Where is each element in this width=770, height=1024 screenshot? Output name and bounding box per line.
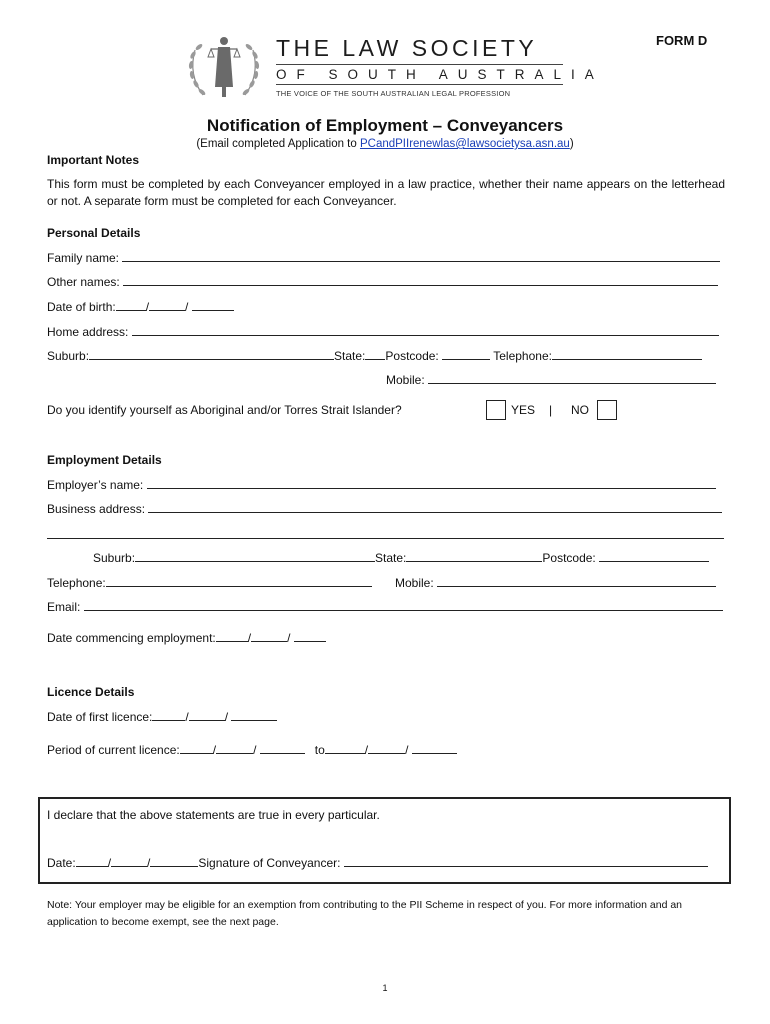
subtitle-prefix: (Email completed Application to <box>196 138 360 150</box>
employment-mobile-label: Mobile: <box>395 576 434 590</box>
employment-postcode-field[interactable] <box>599 550 709 562</box>
to-label: to <box>314 743 325 757</box>
family-name-label: Family name: <box>47 251 120 265</box>
period-to-day-field[interactable] <box>325 742 365 754</box>
business-address-field[interactable] <box>148 501 722 513</box>
date-commencing-label: Date commencing employment: <box>47 631 216 645</box>
signature-field[interactable] <box>344 855 708 867</box>
employment-details-heading: Employment Details <box>47 453 162 467</box>
employment-telephone-row <box>47 575 372 590</box>
employment-postcode-label: Postcode: <box>542 551 596 565</box>
state-field[interactable] <box>365 348 385 360</box>
logo-line1: THE LAW SOCIETY <box>276 35 538 61</box>
suburb-field[interactable] <box>89 348 334 360</box>
personal-details-heading: Personal Details <box>47 226 141 240</box>
commencing-year-field[interactable] <box>294 630 326 642</box>
period-licence-row: Period of current licence: / / to / / <box>47 742 457 757</box>
employer-field[interactable] <box>147 477 716 489</box>
aboriginal-question: Do you identify yourself as Aboriginal and/or Torres Strait Islander? <box>47 403 402 417</box>
dob-month-field[interactable] <box>149 299 185 311</box>
employment-suburb-field[interactable] <box>135 550 375 562</box>
page-title: Notification of Employment – Conveyancers <box>206 116 564 135</box>
other-names-label: Other names: <box>47 275 120 289</box>
declaration-day-field[interactable] <box>76 855 108 867</box>
dob-year-field[interactable] <box>192 299 234 311</box>
declaration-year-field[interactable] <box>150 855 198 867</box>
page-number: 1 <box>382 983 388 993</box>
employment-telephone-field[interactable] <box>106 575 372 587</box>
declaration-text: I declare that the above statements are true in every particular. <box>47 808 380 822</box>
page-subtitle <box>0 138 770 150</box>
mobile-label: Mobile: <box>386 373 425 387</box>
dob-row: Date of birth: / / <box>47 299 234 314</box>
email-link[interactable]: PCandPIIrenewlas@lawsocietysa.asn.au <box>359 138 570 150</box>
dob-label: Date of birth: <box>47 300 116 314</box>
telephone-label: Telephone: <box>493 349 552 363</box>
commencing-month-field[interactable] <box>251 630 287 642</box>
dob-day-field[interactable] <box>116 299 146 311</box>
period-to-month-field[interactable] <box>368 742 405 754</box>
first-licence-day-field[interactable] <box>152 709 185 721</box>
employment-email-label: Email: <box>47 600 81 614</box>
commencing-day-field[interactable] <box>216 630 248 642</box>
home-address-label: Home address: <box>47 325 129 339</box>
logo-divider <box>276 64 563 65</box>
employer-label: Employer’s name: <box>47 478 144 492</box>
suburb-row <box>47 348 702 363</box>
logo-divider-2 <box>276 84 563 85</box>
no-checkbox[interactable] <box>597 400 617 420</box>
important-notes-text: This form must be completed by each Conveyancer employed in a law practice, whether their name appears on the letterhead or not. A separate form must be completed for each Conveyancer. <box>47 177 725 208</box>
first-licence-month-field[interactable] <box>189 709 225 721</box>
mobile-row <box>386 372 716 387</box>
employment-email-row <box>47 599 723 614</box>
state-label: State: <box>334 349 366 363</box>
subtitle-suffix: ) <box>569 138 574 150</box>
period-from-year-field[interactable] <box>260 742 305 754</box>
employment-state-field[interactable] <box>406 550 542 562</box>
first-licence-year-field[interactable] <box>231 709 277 721</box>
postcode-field[interactable] <box>442 348 490 360</box>
family-name-field[interactable] <box>122 250 720 262</box>
first-licence-label: Date of first licence: <box>47 710 153 724</box>
other-names-row <box>47 274 718 289</box>
employment-suburb-label: Suburb: <box>93 551 136 565</box>
logo-line2: OF SOUTH AUSTRALIA <box>276 67 604 82</box>
yes-checkbox[interactable] <box>486 400 506 420</box>
no-label: NO <box>571 403 589 417</box>
declaration-date-row: Date: / / Signature of Conveyancer: <box>47 855 708 870</box>
signature-label: Signature of Conveyancer: <box>198 856 341 870</box>
telephone-field[interactable] <box>552 348 702 360</box>
period-licence-label: Period of current licence: <box>47 743 180 757</box>
period-to-year-field[interactable] <box>412 742 457 754</box>
employment-suburb-row <box>93 550 709 565</box>
mobile-field[interactable] <box>428 372 716 384</box>
employment-telephone-label: Telephone: <box>47 576 106 590</box>
footer-note: Note: Your employer may be eligible for an exemption from contributing to the PII Scheme in respect of you. For more information and an application to become exempt, see the next page. <box>47 899 682 928</box>
yes-no-separator: | <box>549 403 553 417</box>
employment-state-label: State: <box>375 551 407 565</box>
law-society-seal-icon <box>183 25 265 107</box>
employment-email-field[interactable] <box>84 599 723 611</box>
employment-mobile-row <box>395 575 716 590</box>
business-address-row <box>47 501 722 516</box>
business-address-line-2[interactable] <box>47 538 724 539</box>
home-address-row <box>47 324 719 339</box>
home-address-field[interactable] <box>132 324 719 336</box>
period-from-day-field[interactable] <box>180 742 213 754</box>
postcode-label: Postcode: <box>385 349 439 363</box>
other-names-field[interactable] <box>123 274 718 286</box>
declaration-month-field[interactable] <box>111 855 147 867</box>
employment-mobile-field[interactable] <box>437 575 716 587</box>
form-label: FORM D <box>656 33 708 48</box>
first-licence-row: Date of first licence: / / <box>47 709 277 724</box>
family-name-row <box>47 250 720 265</box>
business-address-label: Business address: <box>47 502 146 516</box>
period-from-month-field[interactable] <box>216 742 253 754</box>
employer-row <box>47 477 716 492</box>
yes-label: YES <box>511 403 536 417</box>
suburb-label: Suburb: <box>47 349 90 363</box>
logo-line3: THE VOICE OF THE SOUTH AUSTRALIAN LEGAL PROFESSION <box>276 89 511 98</box>
declaration-date-label: Date: <box>47 856 76 870</box>
important-notes-heading: Important Notes <box>47 153 140 167</box>
date-commencing-row: Date commencing employment: / / <box>47 630 326 645</box>
licence-details-heading: Licence Details <box>47 685 135 699</box>
